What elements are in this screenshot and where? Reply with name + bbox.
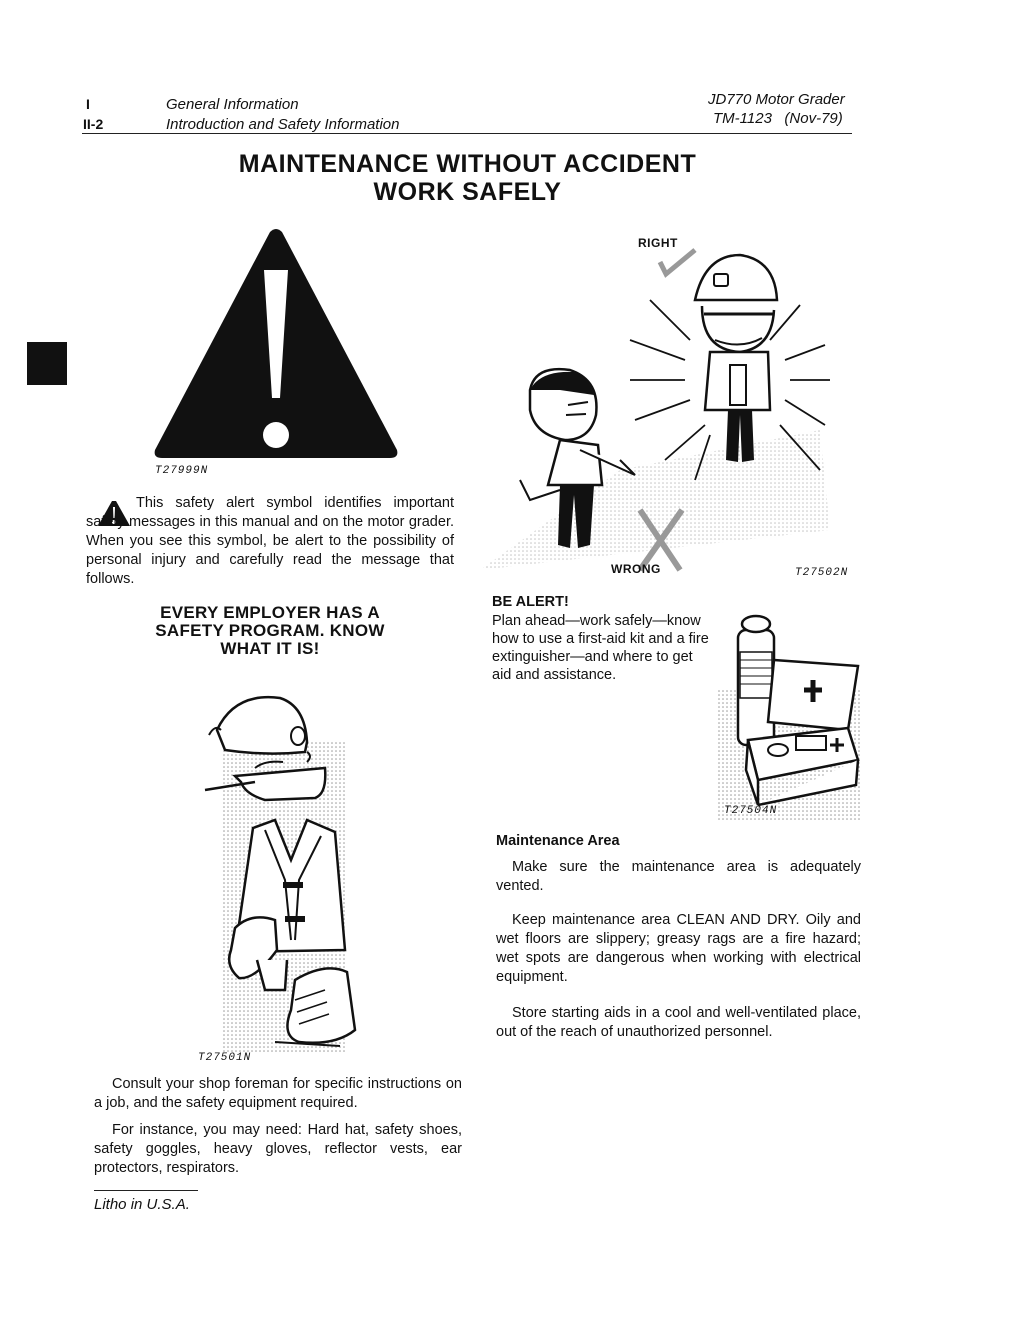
consult-paragraph: Consult your shop foreman for specific instructions on a job, and the safety equipment required. [94,1076,462,1111]
first-aid-caption: T27504N [724,805,778,817]
be-alert-text: Plan ahead—work safely—know how to use a first-aid kit and a fire extinguisher—and where to get aid and assistance. [492,613,709,683]
header-chapter: General Information [166,96,299,113]
header-section-title: Introduction and Safety Information [166,116,400,133]
maintenance-para-3: Store starting aids in a cool and well-ventilated place, out of the reach of unauthorized personnel. [496,1005,861,1040]
employer-program-heading: EVERY EMPLOYER HAS A SAFETY PROGRAM. KNOW WHAT IT IS! [155,603,385,658]
section-tab-marker [27,342,67,385]
right-wrong-caption: T27502N [795,567,849,579]
alert-figure-caption: T27999N [155,465,209,477]
safety-alert-icon [152,228,400,460]
header-manual-title: JD770 Motor Grader [708,91,845,108]
maintenance-para-1: Make sure the maintenance area is adequately vented. [496,859,861,894]
safety-equipment-illustration [195,690,355,1060]
right-wrong-illustration [490,230,860,580]
footer-rule [94,1190,198,1191]
maintenance-area-heading: Maintenance Area [496,833,620,849]
first-aid-kit-illustration [718,610,863,822]
instance-paragraph: For instance, you may need: Hard hat, safety shoes, safety goggles, heavy gloves, reflector vests, ear protectors, respirators. [94,1122,462,1176]
page-title-line2: WORK SAFELY [373,178,562,206]
header-rule [82,133,852,134]
page-title-line1: MAINTENANCE WITHOUT ACCIDENT [238,150,697,178]
wrong-label: WRONG [611,562,661,576]
alert-paragraph: This safety alert symbol identifies important safety messages in this manual and on the motor grader. When you see this symbol, be alert to the possibility of personal injury and carefully read the message that follows. [86,495,454,587]
equipment-figure-caption: T27501N [198,1052,252,1064]
page-number: II-2 [83,116,104,132]
section-number: I [86,96,90,112]
right-label: RIGHT [638,236,678,250]
be-alert-heading: BE ALERT! [492,594,569,610]
maintenance-para-2: Keep maintenance area CLEAN AND DRY. Oily and wet floors are slippery; greasy rags are a fire hazard; wet spots are dangerous when working with electrical equipment. [496,912,861,985]
header-manual-number: TM-1123 (Nov-79) [713,110,843,127]
footer-litho: Litho in U.S.A. [94,1196,190,1213]
